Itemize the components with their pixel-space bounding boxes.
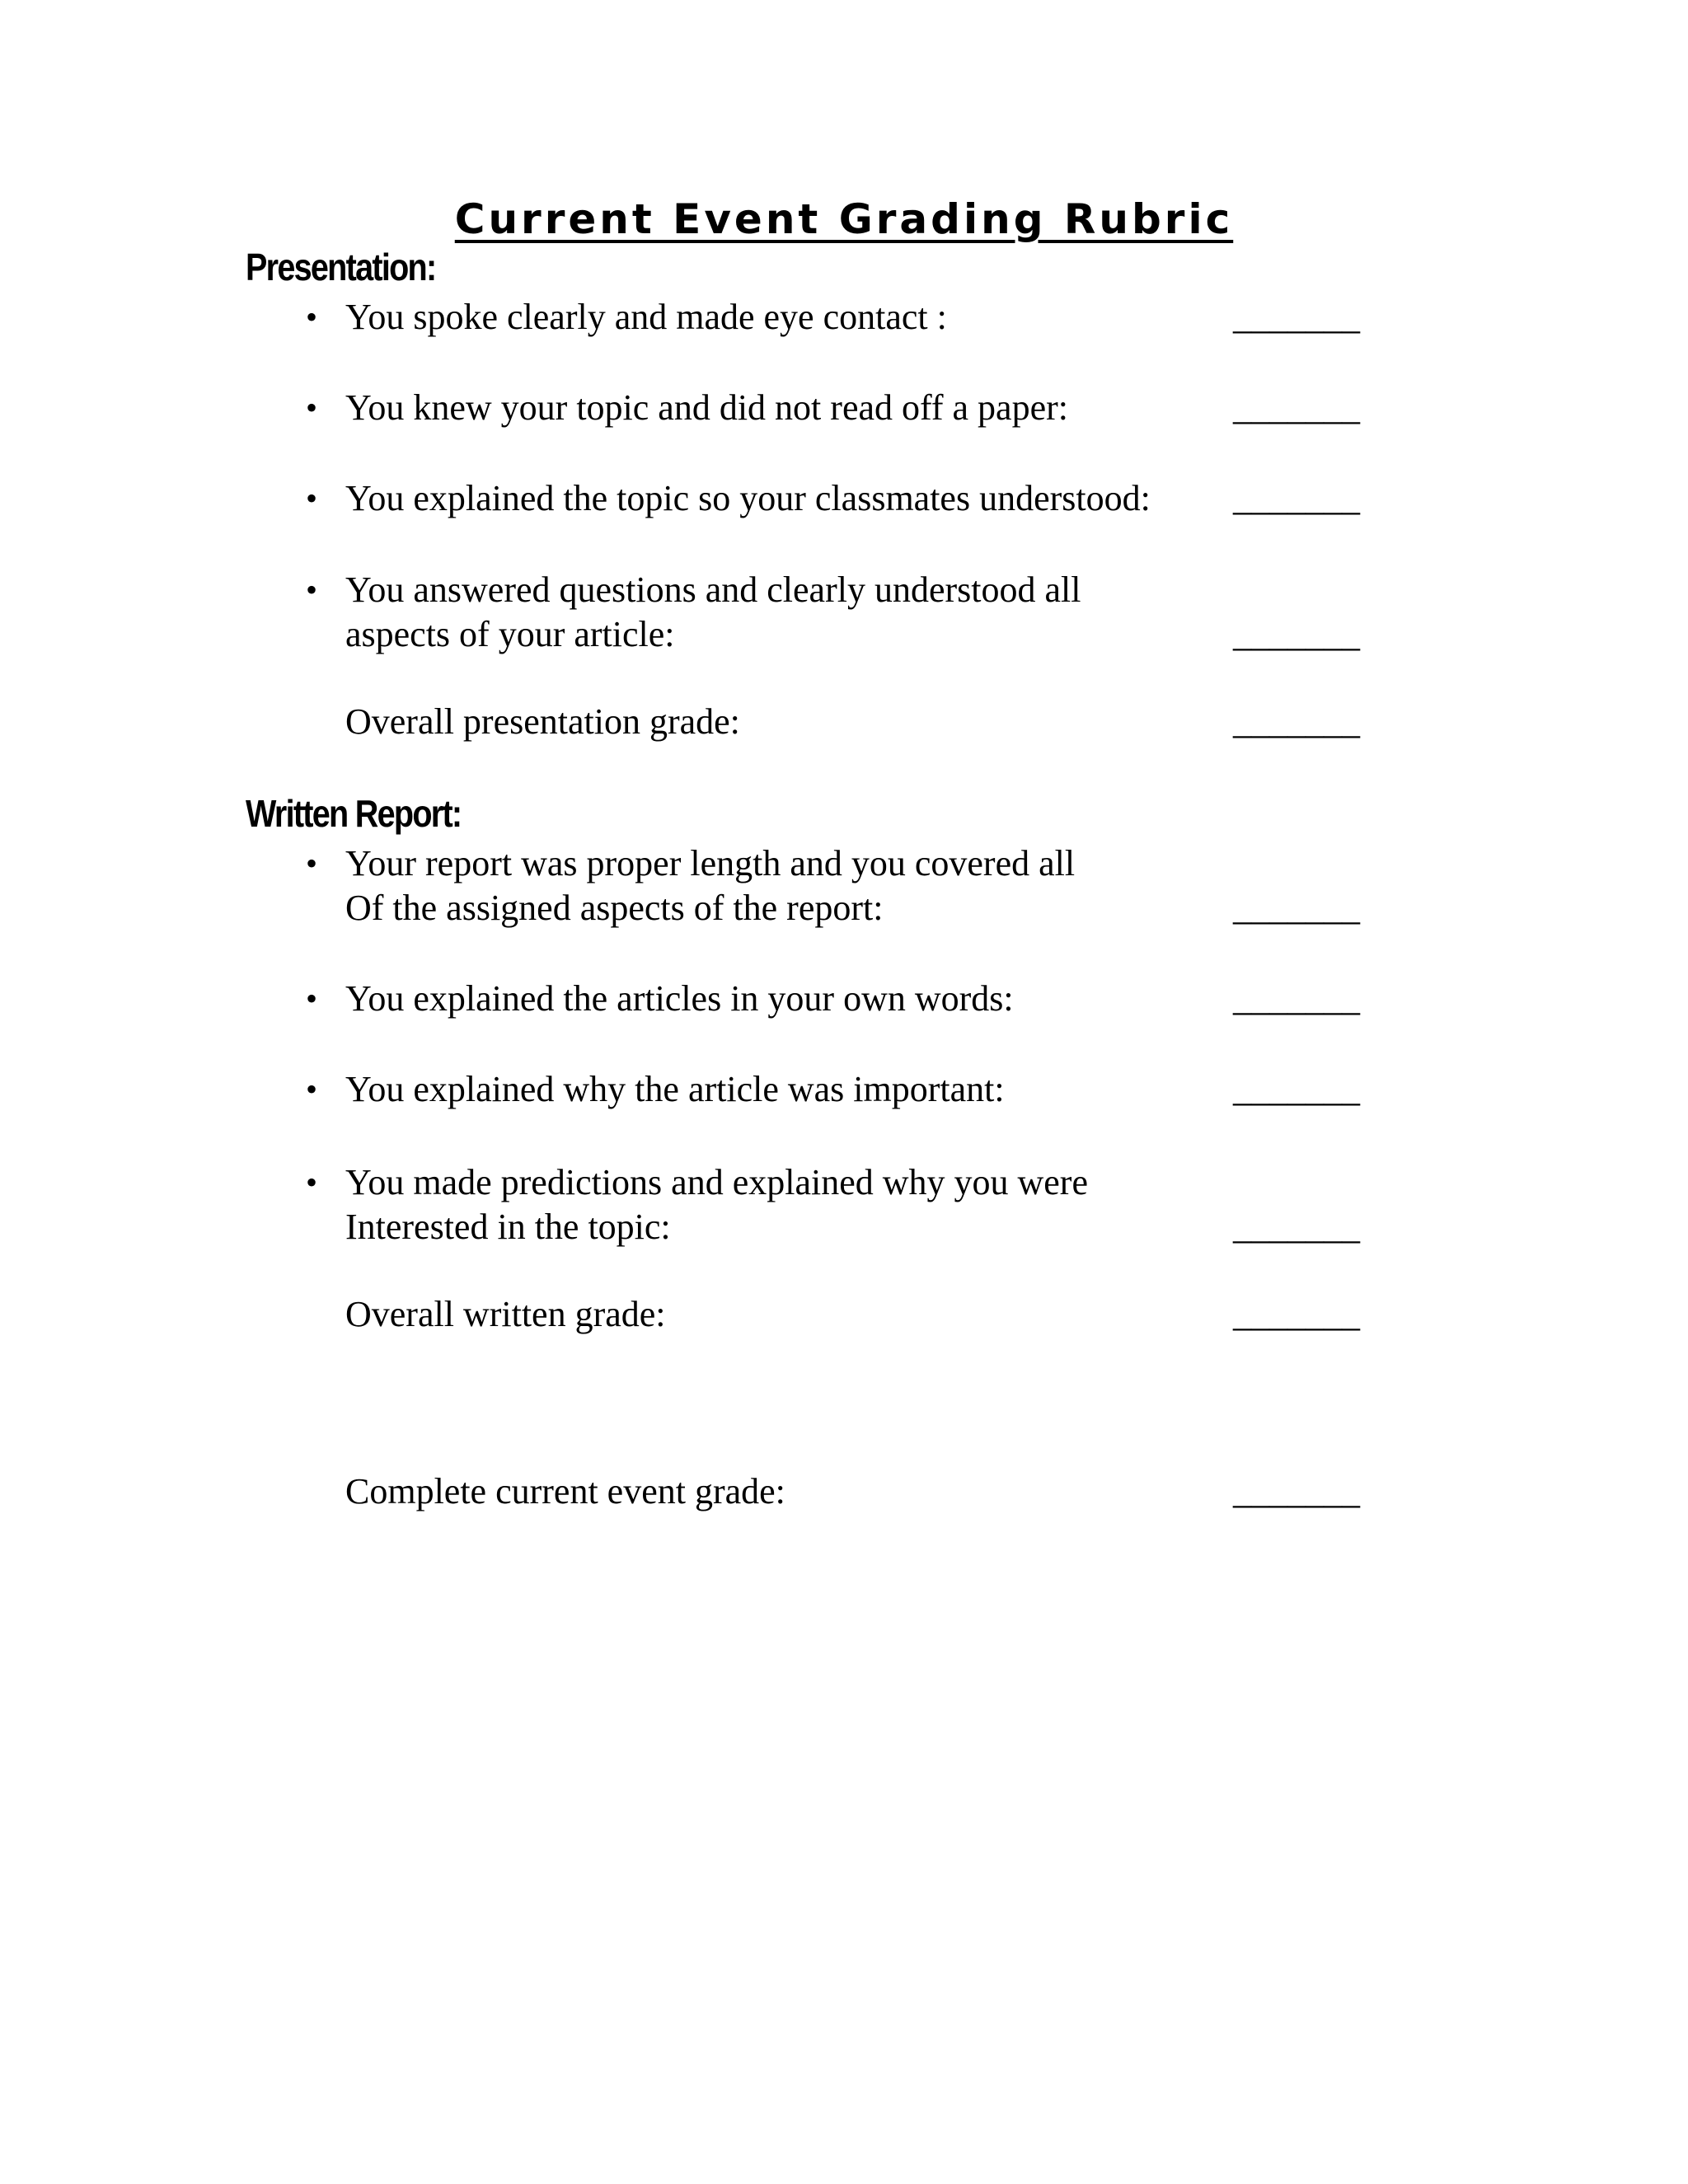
- rubric-item: [297, 976, 1385, 1075]
- overall-written-row: [297, 1291, 1385, 1390]
- bullet: •: [305, 298, 317, 335]
- rubric-item: [297, 476, 1385, 574]
- complete-grade-label: Complete current event grade:: [345, 1471, 785, 1511]
- rubric-item: [297, 1160, 1385, 1258]
- grade-blank: _______: [1233, 1471, 1360, 1511]
- rubric-item-text: You knew your topic and did not read off a paper:: [345, 387, 1068, 428]
- bullet: •: [305, 571, 317, 608]
- rubric-item-text: Of the assigned aspects of the report:: [345, 888, 884, 928]
- grade-blank: _______: [1233, 387, 1360, 428]
- grade-blank: _______: [1233, 888, 1360, 928]
- page-title: Current Event Grading Rubric: [454, 195, 1234, 243]
- bullet: •: [305, 845, 317, 882]
- section-heading-presentation: Presentation:: [246, 246, 436, 288]
- rubric-item: [297, 567, 1385, 666]
- rubric-item-text: You explained the topic so your classmates understood:: [345, 478, 1151, 518]
- rubric-item-text: You explained why the article was important:: [345, 1069, 1005, 1109]
- rubric-item: [297, 385, 1385, 484]
- bullet: •: [305, 1071, 317, 1108]
- rubric-item: [297, 841, 1385, 940]
- grade-blank: _______: [1233, 1069, 1360, 1109]
- rubric-item: [297, 1066, 1385, 1165]
- bullet: •: [305, 480, 317, 517]
- grade-blank: _______: [1233, 478, 1360, 518]
- grade-blank: _______: [1233, 1207, 1360, 1247]
- rubric-item-text: Interested in the topic:: [345, 1207, 671, 1247]
- complete-grade-row: [297, 1469, 1385, 1568]
- grade-blank: _______: [1233, 614, 1360, 654]
- rubric-item-text: You spoke clearly and made eye contact :: [345, 297, 947, 337]
- overall-written-label: Overall written grade:: [345, 1294, 666, 1334]
- bullet: •: [305, 389, 317, 426]
- rubric-item: [297, 294, 1385, 393]
- grade-blank: _______: [1233, 1294, 1360, 1334]
- section-heading-written-report: Written Report:: [246, 792, 462, 835]
- overall-presentation-label: Overall presentation grade:: [345, 701, 740, 742]
- bullet: •: [305, 980, 317, 1017]
- grade-blank: _______: [1233, 701, 1360, 742]
- rubric-item-text: Your report was proper length and you covered all: [345, 843, 1076, 883]
- rubric-item-text: You answered questions and clearly understood all: [345, 569, 1081, 610]
- bullet: •: [305, 1164, 317, 1201]
- rubric-item-text: aspects of your article:: [345, 614, 675, 654]
- grade-blank: _______: [1233, 978, 1360, 1019]
- grade-blank: _______: [1233, 297, 1360, 337]
- rubric-item-text: You made predictions and explained why you were: [345, 1162, 1088, 1202]
- rubric-item-text: You explained the articles in your own words:: [345, 978, 1014, 1019]
- overall-presentation-row: [297, 699, 1385, 798]
